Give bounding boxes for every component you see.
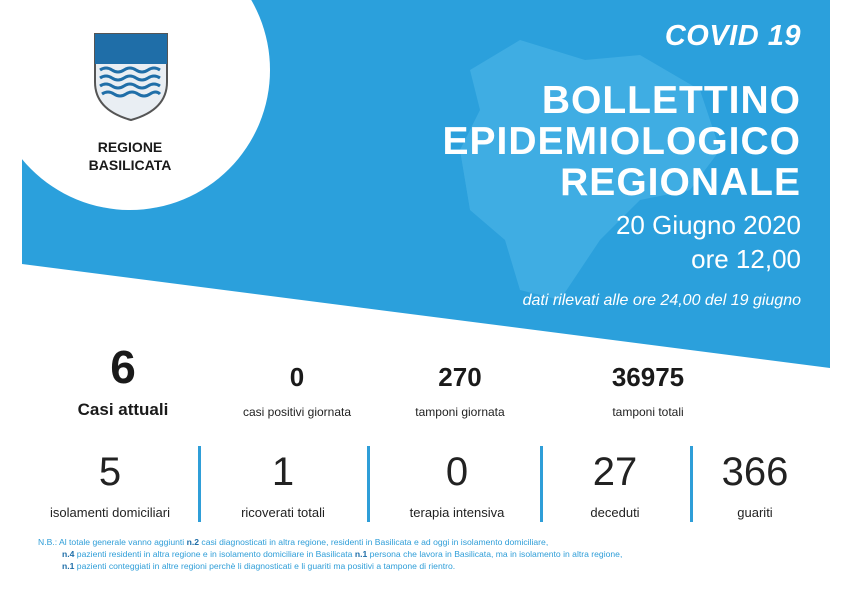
stat-label: deceduti [590, 505, 640, 520]
footnote-line-2 [38, 548, 828, 560]
region-name-line1: REGIONE [97, 139, 163, 155]
region-emblem-icon [92, 32, 170, 122]
stat-value: 36975 [611, 362, 685, 392]
footnote-text: casi diagnosticati in altra regione, residenti in Basilicata e ad oggi in isolamento domiciliare, [199, 537, 549, 547]
stat-label: guariti [737, 505, 773, 520]
title-line-3: REGIONALE [560, 161, 801, 204]
stat-value: 6 [110, 341, 136, 393]
stat-value: 270 [438, 362, 482, 392]
stat-casi-positivi-giornata [222, 362, 372, 419]
stat-value: 0 [445, 450, 469, 494]
footnote-text: pazienti residenti in altra regione e in isolamento domiciliare in Basilicata [74, 549, 355, 559]
stat-label: casi positivi giornata [242, 405, 352, 419]
stat-tamponi-giornata [395, 362, 525, 419]
stat-label: tamponi totali [612, 405, 684, 419]
region-name-line2: BASILICATA [88, 157, 172, 173]
stat-label: Casi attuali [77, 400, 169, 419]
stat-label: ricoverati totali [241, 505, 325, 520]
footnote-text: pazienti conteggiati in altre regioni perchè li diagnosticati e li guariti ma positivi a tampone di rientro. [74, 561, 456, 571]
bulletin-date [616, 208, 801, 276]
separator [367, 446, 370, 522]
footnote-line-3 [38, 560, 828, 572]
stat-ricoverati-totali [208, 450, 358, 520]
stat-guariti [700, 450, 810, 520]
region-name [60, 138, 200, 174]
title-line-2: EPIDEMIOLOGICO [442, 120, 801, 163]
stat-value: 0 [289, 362, 305, 392]
stat-terapia-intensiva [377, 450, 537, 520]
separator [198, 446, 201, 522]
footnote-text: persona che lavora in Basilicata, ma in isolamento in altra regione, [367, 549, 623, 559]
footnote [38, 536, 828, 572]
separator [540, 446, 543, 522]
stat-deceduti [550, 450, 680, 520]
footnote-count: n.1 [62, 561, 75, 571]
covid-label: COVID 19 [664, 20, 801, 52]
bulletin-title [442, 80, 801, 203]
stat-casi-attuali [58, 340, 188, 420]
footnote-count: n.2 [186, 537, 200, 547]
stat-label: terapia intensiva [409, 505, 505, 520]
stat-value: 1 [271, 450, 295, 494]
stat-tamponi-totali [578, 362, 718, 419]
footnote-count: n.4 [62, 549, 75, 559]
stat-label: isolamenti domiciliari [50, 505, 170, 520]
stat-value: 27 [592, 450, 638, 494]
footnote-count: n.1 [354, 549, 368, 559]
stat-isolamenti-domiciliari [30, 450, 190, 520]
time-text: ore 12,00 [691, 244, 801, 274]
title-line-1: BOLLETTINO [541, 79, 801, 122]
stat-label: tamponi giornata [415, 405, 505, 419]
footnote-text: N.B.: Al totale generale vanno aggiunti [38, 537, 187, 547]
footnote-line-1 [38, 536, 828, 548]
data-collection-note: dati rilevati alle ore 24,00 del 19 giugno [522, 292, 801, 309]
stat-value: 5 [98, 450, 122, 494]
separator [690, 446, 693, 522]
stat-value: 366 [721, 450, 789, 494]
date-text: 20 Giugno 2020 [615, 210, 801, 240]
